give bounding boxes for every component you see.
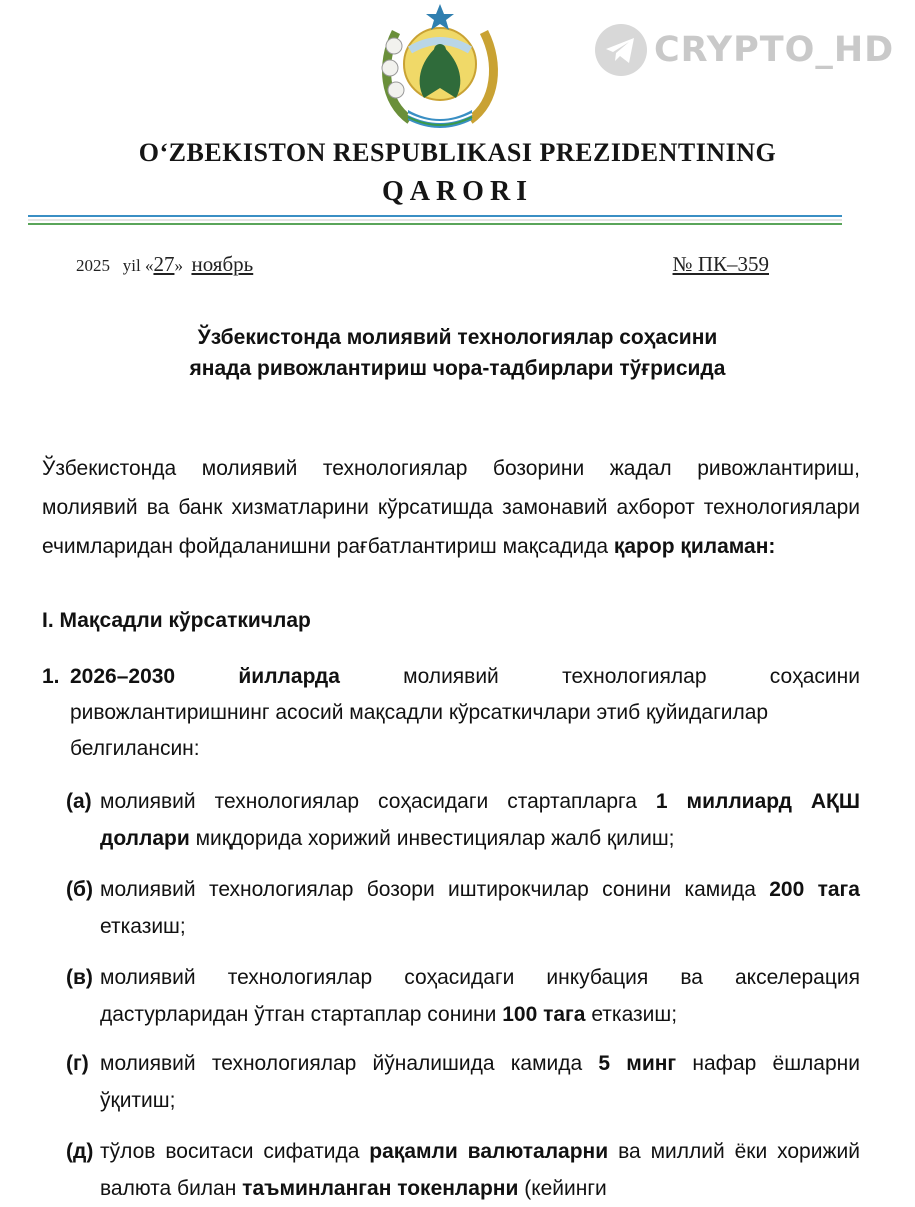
subitem-text: ва миллий ёки хорижий валюта билан [100,1140,860,1200]
document-issuer: O‘ZBEKISTON RESPUBLIKASI PREZIDENTINING [138,138,777,167]
list-item [66,959,860,1033]
item-word: соҳасини [769,665,860,688]
date-year: 2025 [76,256,110,275]
header-divider [28,214,842,226]
subitem-bold: 200 тага [769,878,860,901]
document-type: QARORI [381,176,534,207]
subitem-label: (б) [66,878,93,901]
document-number: № ПК–359 [672,252,769,276]
heading-line-2: янада ривожлантириш чора-тадбирлари тўғрисида [189,357,726,380]
subitem-text: нафар ёшларни ўқитиш; [100,1052,860,1112]
subitem-bold: 5 минг [598,1052,677,1075]
subitem-text: етказиш; [585,1003,678,1026]
preamble-text: Ўзбекистонда молиявий технологиялар бозорини жадал ривожлантириш, молиявий ва банк хизматларини кўрсатишда замонавий ахборот технологиялари ечимларидан фойдаланишни рағбатлантириш мақсадида [42,457,860,558]
watermark-text: CRYPTO_HD [654,30,895,70]
list-item [66,1133,860,1207]
list-item [66,783,860,857]
subitem-text: етказиш; [100,915,186,938]
state-emblem-icon [370,2,510,132]
subitem-text: миқдорида хорижий инвестициялар жалб қилиш; [189,827,675,850]
date-close: » [174,256,183,275]
date-day: 27 [153,252,175,276]
preamble-bold: қарор қиламан: [613,535,776,558]
subitem-text: молиявий технологиялар соҳасидаги стартапларга [100,790,656,813]
list-item [66,1045,860,1119]
item-word: молиявий [403,665,499,688]
section-heading: I. Мақсадли кўрсаткичлар [42,609,311,632]
subitem-label: (а) [66,790,92,813]
date-month: ноябрь [191,252,254,276]
subitem-label: (д) [66,1140,94,1163]
telegram-icon [594,23,648,77]
item-years: 2026–2030 [70,665,176,688]
item-word: технологиялар [562,665,707,688]
watermark [594,22,894,78]
item-number: 1. [42,665,60,688]
document-date [76,252,253,277]
subitem-bold: 100 тага [502,1003,586,1026]
subitem-text: (кейинги [518,1177,607,1200]
subitem-text: тўлов воситаси сифатида [100,1140,370,1163]
subitem-bold: таъминланган токенларни [242,1177,519,1200]
list-item [66,871,860,945]
item-text: ривожлантиришнинг асосий мақсадли кўрсаткичлари этиб қуйидагилар белгилансин: [70,701,769,760]
subitem-label: (г) [66,1052,89,1075]
subitem-bold: рақамли валюталарни [369,1140,609,1163]
subitem-text: молиявий технологиялар соҳасидаги инкубация ва акселерация дастурларидан ўтган стартаплар сонини [100,966,860,1026]
preamble-paragraph [42,449,860,566]
item-years-word: йилларда [238,665,340,688]
heading-line-1: Ўзбекистонда молиявий технологиялар соҳасини [197,326,718,349]
date-yil: yil « [122,256,154,275]
subitem-text: молиявий технологиялар йўналишида камида [100,1052,599,1075]
document-heading [0,322,915,384]
subitem-bold: 1 миллиард АҚШ доллари [100,790,860,850]
subitem-label: (в) [66,966,93,989]
subitem-text: молиявий технологиялар бозори иштирокчилар сонини камида [100,878,770,901]
